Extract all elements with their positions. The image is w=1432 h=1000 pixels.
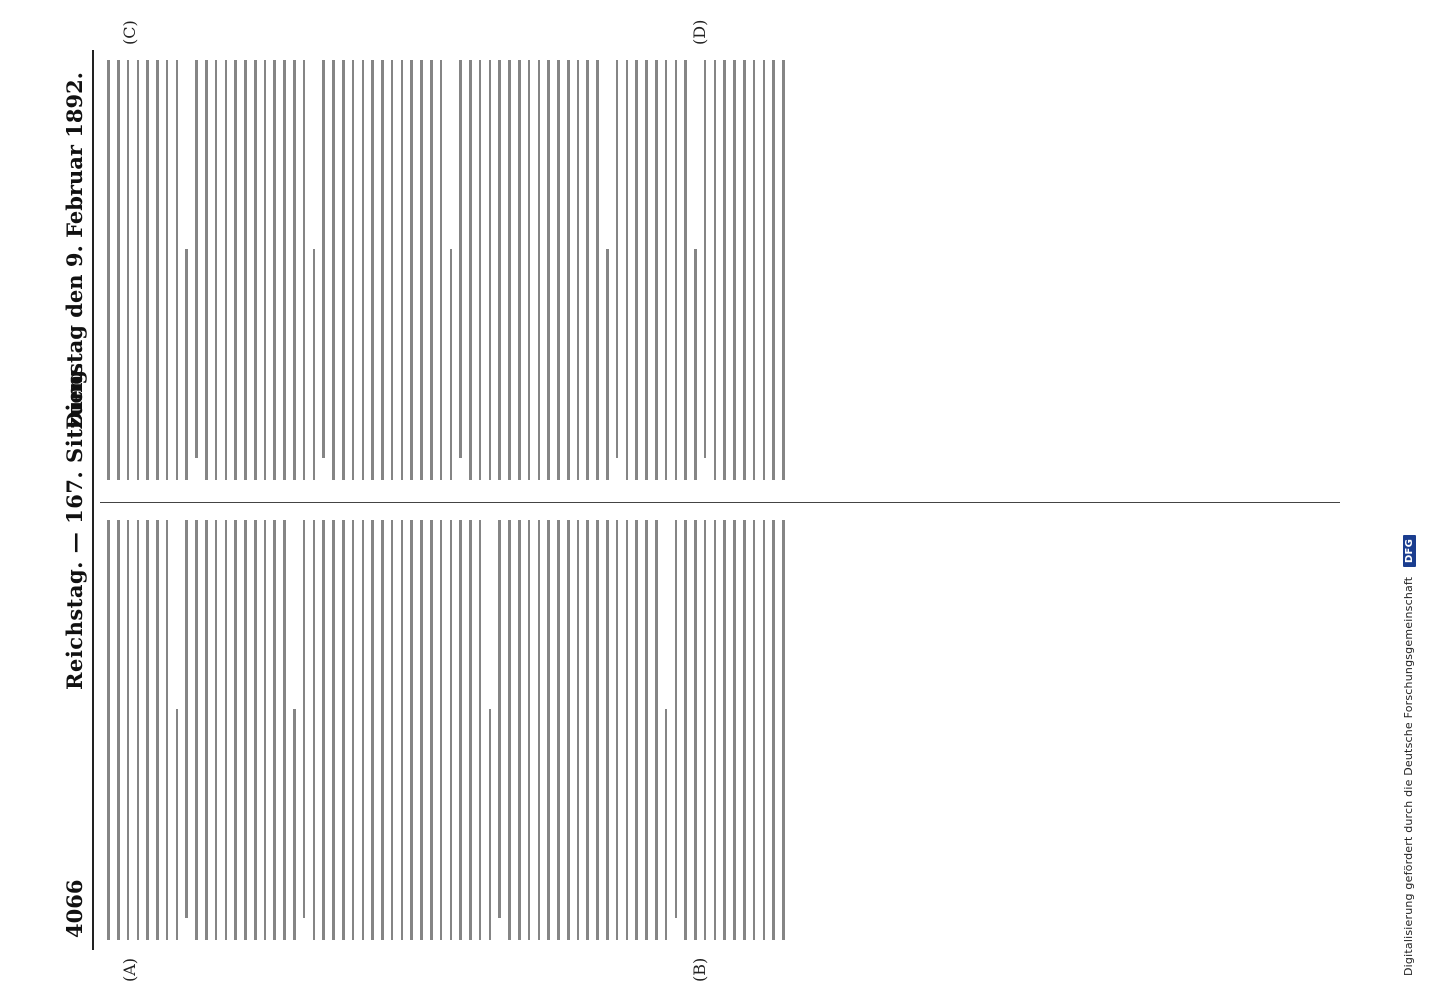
text-line-placeholder <box>264 520 267 940</box>
text-line-placeholder <box>127 520 130 940</box>
text-line-placeholder <box>645 520 648 940</box>
text-line-placeholder <box>332 520 335 940</box>
text-line-placeholder <box>723 60 726 480</box>
text-line-placeholder <box>665 60 668 480</box>
text-line-placeholder <box>469 60 472 480</box>
text-line-placeholder <box>547 520 550 940</box>
text-line-placeholder <box>508 60 511 480</box>
text-line-placeholder <box>763 60 766 480</box>
header-rule <box>92 50 94 950</box>
footer-text: Digitalisierung gefördert durch die Deutsche Forschungsgemeinschaft <box>1402 576 1415 976</box>
text-line-placeholder <box>117 60 120 480</box>
text-line-placeholder <box>313 249 316 480</box>
text-line-placeholder <box>117 520 120 940</box>
text-line-placeholder <box>283 520 286 940</box>
text-line-placeholder <box>401 520 404 940</box>
text-line-placeholder <box>772 60 775 480</box>
text-line-placeholder <box>586 60 589 480</box>
text-line-placeholder <box>234 520 237 940</box>
text-line-placeholder <box>567 60 570 480</box>
text-line-placeholder <box>215 60 218 480</box>
text-line-placeholder <box>352 60 355 480</box>
text-line-placeholder <box>704 520 707 940</box>
text-line-placeholder <box>508 520 511 940</box>
text-line-placeholder <box>401 60 404 480</box>
text-line-placeholder <box>430 520 433 940</box>
text-line-placeholder <box>156 520 159 940</box>
dfg-logo: DFG <box>1403 535 1416 567</box>
text-line-placeholder <box>205 60 208 480</box>
text-line-placeholder <box>626 60 629 480</box>
session-title: Reichstag. — 167. Sitzung. <box>62 361 87 690</box>
text-line-placeholder <box>293 709 296 940</box>
text-line-placeholder <box>635 520 638 940</box>
text-line-placeholder <box>616 520 619 940</box>
text-line-placeholder <box>107 60 110 480</box>
text-line-placeholder <box>538 60 541 480</box>
text-line-placeholder <box>479 60 482 480</box>
margin-marker-a: (A) <box>120 957 139 982</box>
text-line-placeholder <box>166 520 169 940</box>
text-line-placeholder <box>675 60 678 480</box>
text-line-placeholder <box>782 520 785 940</box>
text-column-left <box>100 520 1340 940</box>
text-line-placeholder <box>244 60 247 480</box>
text-line-placeholder <box>763 520 766 940</box>
text-line-placeholder <box>655 520 658 940</box>
text-column-right <box>100 60 1340 480</box>
text-line-placeholder <box>195 60 198 458</box>
text-line-placeholder <box>528 520 531 940</box>
text-line-placeholder <box>293 60 296 480</box>
text-line-placeholder <box>342 60 345 480</box>
text-line-placeholder <box>176 60 179 480</box>
text-line-placeholder <box>146 520 149 940</box>
text-line-placeholder <box>371 60 374 480</box>
text-line-placeholder <box>156 60 159 480</box>
text-line-placeholder <box>489 60 492 480</box>
text-line-placeholder <box>107 520 110 940</box>
text-line-placeholder <box>195 520 198 940</box>
text-line-placeholder <box>362 60 365 480</box>
text-line-placeholder <box>205 520 208 940</box>
text-line-placeholder <box>557 520 560 940</box>
text-line-placeholder <box>352 520 355 940</box>
text-line-placeholder <box>489 709 492 940</box>
text-line-placeholder <box>450 520 453 940</box>
text-line-placeholder <box>225 520 228 940</box>
text-line-placeholder <box>772 520 775 940</box>
text-line-placeholder <box>215 520 218 940</box>
text-line-placeholder <box>410 60 413 480</box>
text-line-placeholder <box>655 60 658 480</box>
text-line-placeholder <box>234 60 237 480</box>
text-line-placeholder <box>753 520 756 940</box>
text-line-placeholder <box>469 520 472 940</box>
text-line-placeholder <box>137 60 140 480</box>
text-line-placeholder <box>665 709 668 940</box>
text-line-placeholder <box>430 60 433 480</box>
text-line-placeholder <box>675 520 678 918</box>
text-line-placeholder <box>577 520 580 940</box>
text-line-placeholder <box>606 520 609 940</box>
text-line-placeholder <box>753 60 756 480</box>
text-line-placeholder <box>528 60 531 480</box>
text-line-placeholder <box>391 60 394 480</box>
text-line-placeholder <box>440 520 443 940</box>
column-divider <box>100 502 1340 503</box>
text-line-placeholder <box>254 520 257 940</box>
text-line-placeholder <box>616 60 619 458</box>
margin-marker-b: (B) <box>690 957 709 982</box>
text-line-placeholder <box>381 60 384 480</box>
text-line-placeholder <box>176 709 179 940</box>
text-line-placeholder <box>684 60 687 480</box>
text-line-placeholder <box>381 520 384 940</box>
text-line-placeholder <box>459 60 462 458</box>
text-line-placeholder <box>371 520 374 940</box>
text-line-placeholder <box>743 60 746 480</box>
text-line-placeholder <box>606 249 609 480</box>
text-line-placeholder <box>440 60 443 480</box>
text-line-placeholder <box>322 60 325 458</box>
text-line-placeholder <box>332 60 335 480</box>
text-line-placeholder <box>137 520 140 940</box>
margin-marker-c: (C) <box>120 20 139 45</box>
text-line-placeholder <box>127 60 130 480</box>
text-line-placeholder <box>518 520 521 940</box>
text-line-placeholder <box>626 520 629 940</box>
text-line-placeholder <box>303 520 306 918</box>
text-line-placeholder <box>479 520 482 940</box>
page-footer <box>1402 535 1416 976</box>
text-line-placeholder <box>273 520 276 940</box>
text-line-placeholder <box>704 60 707 458</box>
text-line-placeholder <box>518 60 521 480</box>
text-line-placeholder <box>410 520 413 940</box>
text-line-placeholder <box>362 520 365 940</box>
text-line-placeholder <box>225 60 228 480</box>
text-line-placeholder <box>303 60 306 480</box>
text-line-placeholder <box>635 60 638 480</box>
text-line-placeholder <box>547 60 550 480</box>
page-header <box>56 50 92 950</box>
text-line-placeholder <box>694 520 697 940</box>
text-line-placeholder <box>185 520 188 918</box>
text-line-placeholder <box>459 520 462 940</box>
text-line-placeholder <box>567 520 570 940</box>
text-line-placeholder <box>782 60 785 480</box>
session-date: Dienstag den 9. Februar 1892. <box>62 72 87 430</box>
text-line-placeholder <box>586 520 589 940</box>
text-line-placeholder <box>283 60 286 480</box>
text-line-placeholder <box>723 520 726 940</box>
margin-marker-d: (D) <box>690 19 709 45</box>
text-line-placeholder <box>420 520 423 940</box>
text-line-placeholder <box>684 520 687 940</box>
text-line-placeholder <box>714 60 717 480</box>
text-line-placeholder <box>185 249 188 480</box>
text-line-placeholder <box>557 60 560 480</box>
text-line-placeholder <box>420 60 423 480</box>
text-line-placeholder <box>342 520 345 940</box>
page-number: 4066 <box>62 879 87 938</box>
text-line-placeholder <box>694 249 697 480</box>
text-line-placeholder <box>498 520 501 918</box>
text-line-placeholder <box>273 60 276 480</box>
text-line-placeholder <box>498 60 501 480</box>
text-line-placeholder <box>146 60 149 480</box>
text-line-placeholder <box>743 520 746 940</box>
text-line-placeholder <box>244 520 247 940</box>
text-line-placeholder <box>264 60 267 480</box>
text-line-placeholder <box>577 60 580 480</box>
text-line-placeholder <box>596 60 599 480</box>
text-line-placeholder <box>733 520 736 940</box>
text-line-placeholder <box>733 60 736 480</box>
text-line-placeholder <box>166 60 169 480</box>
text-line-placeholder <box>391 520 394 940</box>
text-line-placeholder <box>596 520 599 940</box>
text-line-placeholder <box>538 520 541 940</box>
text-line-placeholder <box>714 520 717 940</box>
text-line-placeholder <box>254 60 257 480</box>
text-line-placeholder <box>645 60 648 480</box>
text-line-placeholder <box>450 249 453 480</box>
text-line-placeholder <box>322 520 325 940</box>
text-line-placeholder <box>313 520 316 940</box>
